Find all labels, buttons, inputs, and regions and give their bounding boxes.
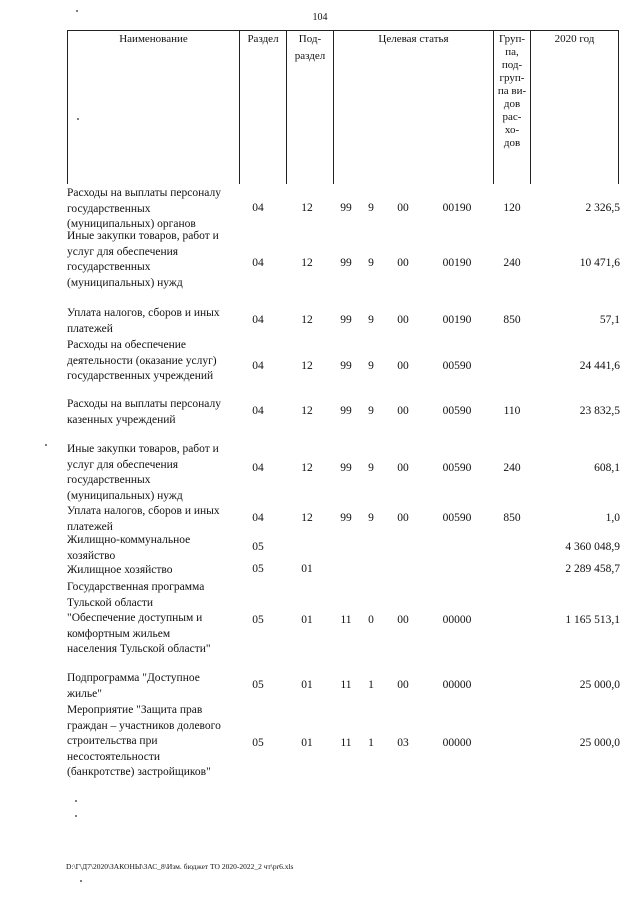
- row-amount: 2 326,5: [585, 202, 620, 214]
- row-target-program: 99: [340, 405, 352, 417]
- row-razdel: 05: [252, 737, 264, 749]
- header-razdel: Раздел: [240, 31, 287, 184]
- row-target-subprogram: 0: [368, 614, 374, 626]
- row-target-event: 03: [397, 737, 409, 749]
- row-razdel: 04: [252, 360, 264, 372]
- header-podrazdel: Под- раздел: [287, 31, 334, 184]
- row-target-event: 00: [397, 405, 409, 417]
- row-target-direction: 00590: [442, 360, 472, 372]
- row-podrazdel: 12: [301, 512, 313, 524]
- row-target-direction: 00000: [442, 737, 472, 749]
- row-podrazdel: 12: [301, 360, 313, 372]
- row-razdel: 04: [252, 314, 264, 326]
- row-amount: 1 165 513,1: [565, 614, 620, 626]
- row-name: Жилищное хозяйство: [67, 564, 173, 576]
- row-podrazdel: 01: [301, 614, 313, 626]
- header-year: 2020 год: [554, 33, 595, 45]
- row-name: Расходы на выплаты персоналу казенных учреждений: [67, 398, 221, 426]
- row-target-direction: 00190: [442, 202, 472, 214]
- row-razdel: 04: [252, 202, 264, 214]
- row-target-subprogram: 9: [368, 202, 374, 214]
- row-name: Мероприятие "Защита прав граждан – участников долевого строительства при несостоятельности (банкротстве) застройщиков": [67, 704, 221, 778]
- row-amount: 23 832,5: [579, 405, 620, 417]
- scan-speck: [75, 815, 77, 817]
- row-razdel: 04: [252, 257, 264, 269]
- row-name: Подпрограмма "Доступное жилье": [67, 672, 200, 700]
- row-expense-group: 120: [503, 202, 521, 214]
- row-target-program: 99: [340, 314, 352, 326]
- scan-speck: [45, 444, 47, 446]
- row-podrazdel: 12: [301, 462, 313, 474]
- row-target-direction: 00590: [442, 462, 472, 474]
- row-amount: 25 000,0: [579, 737, 620, 749]
- row-target-direction: 00190: [442, 257, 472, 269]
- row-target-direction: 00590: [442, 405, 472, 417]
- row-target-subprogram: 9: [368, 405, 374, 417]
- row-podrazdel: 12: [301, 202, 313, 214]
- row-razdel: 04: [252, 512, 264, 524]
- row-name: Расходы на выплаты персоналу государственных (муниципальных) органов: [67, 187, 221, 230]
- row-target-direction: 00590: [442, 512, 472, 524]
- row-razdel: 05: [252, 614, 264, 626]
- row-target-event: 00: [397, 202, 409, 214]
- row-target-event: 00: [397, 614, 409, 626]
- row-podrazdel: 12: [301, 257, 313, 269]
- row-amount: 1,0: [605, 512, 620, 524]
- row-amount: 4 360 048,9: [565, 541, 620, 553]
- scan-speck: [77, 118, 79, 120]
- row-name: Уплата налогов, сборов и иных платежей: [67, 505, 220, 533]
- row-name: Жилищно-коммунальное хозяйство: [67, 534, 191, 562]
- row-target-event: 00: [397, 314, 409, 326]
- table-header: [67, 30, 619, 184]
- row-target-direction: 00000: [442, 679, 472, 691]
- header-name: Наименование: [68, 31, 240, 184]
- scan-speck: [80, 880, 82, 882]
- row-podrazdel: 12: [301, 314, 313, 326]
- row-target-program: 99: [340, 512, 352, 524]
- row-podrazdel: 12: [301, 405, 313, 417]
- row-expense-group: 850: [503, 512, 521, 524]
- row-podrazdel: 01: [301, 679, 313, 691]
- row-target-subprogram: 9: [368, 360, 374, 372]
- row-expense-group: 850: [503, 314, 521, 326]
- row-name: Иные закупки товаров, работ и услуг для обеспечения государственных (муниципальных) нужд: [67, 443, 219, 502]
- row-target-program: 11: [340, 737, 352, 749]
- row-target-program: 11: [340, 614, 352, 626]
- row-target-program: 99: [340, 462, 352, 474]
- row-podrazdel: 01: [301, 737, 313, 749]
- row-amount: 2 289 458,7: [565, 563, 620, 575]
- row-razdel: 04: [252, 462, 264, 474]
- row-name: Расходы на обеспечение деятельности (оказание услуг) государственных учреждений: [67, 339, 217, 382]
- row-amount: 24 441,6: [579, 360, 620, 372]
- row-target-direction: 00000: [442, 614, 472, 626]
- row-target-subprogram: 9: [368, 512, 374, 524]
- row-expense-group: 110: [503, 405, 521, 417]
- row-amount: 10 471,6: [579, 257, 620, 269]
- row-target-program: 99: [340, 257, 352, 269]
- row-target-event: 00: [397, 679, 409, 691]
- row-target-program: 11: [340, 679, 352, 691]
- row-razdel: 04: [252, 405, 264, 417]
- row-target-event: 00: [397, 360, 409, 372]
- row-razdel: 05: [252, 541, 264, 553]
- page-number: 104: [312, 12, 328, 23]
- row-target-subprogram: 1: [368, 737, 374, 749]
- row-name: Иные закупки товаров, работ и услуг для обеспечения государственных (муниципальных) нужд: [67, 230, 219, 289]
- row-amount: 25 000,0: [579, 679, 620, 691]
- row-expense-group: 240: [503, 257, 521, 269]
- row-target-subprogram: 9: [368, 257, 374, 269]
- row-target-subprogram: 1: [368, 679, 374, 691]
- row-target-event: 00: [397, 257, 409, 269]
- scan-speck: [76, 10, 78, 12]
- row-razdel: 05: [252, 563, 264, 575]
- row-target-direction: 00190: [442, 314, 472, 326]
- row-target-event: 00: [397, 512, 409, 524]
- header-group: Груп- па, под- груп- па ви- дов рас- хо- дов: [494, 31, 531, 184]
- row-target-event: 00: [397, 462, 409, 474]
- row-amount: 608,1: [594, 462, 620, 474]
- row-target-program: 99: [340, 360, 352, 372]
- row-amount: 57,1: [599, 314, 620, 326]
- scan-speck: [75, 800, 77, 802]
- row-podrazdel: 01: [301, 563, 313, 575]
- header-target: Целевая статья: [334, 31, 494, 184]
- footer-file-path: D:\Г\Д7\2020\ЗАКОНЫ\ЗАС_8\Изм. бюджет ТО 2020-2022_2 чт\рr6.xls: [66, 862, 294, 871]
- row-name: Уплата налогов, сборов и иных платежей: [67, 307, 220, 335]
- row-razdel: 05: [252, 679, 264, 691]
- row-name: Государственная программа Тульской области "Обеспечение доступным и комфортным жильем населения Тульской области": [67, 581, 211, 655]
- row-target-subprogram: 9: [368, 462, 374, 474]
- row-target-subprogram: 9: [368, 314, 374, 326]
- row-expense-group: 240: [503, 462, 521, 474]
- row-target-program: 99: [340, 202, 352, 214]
